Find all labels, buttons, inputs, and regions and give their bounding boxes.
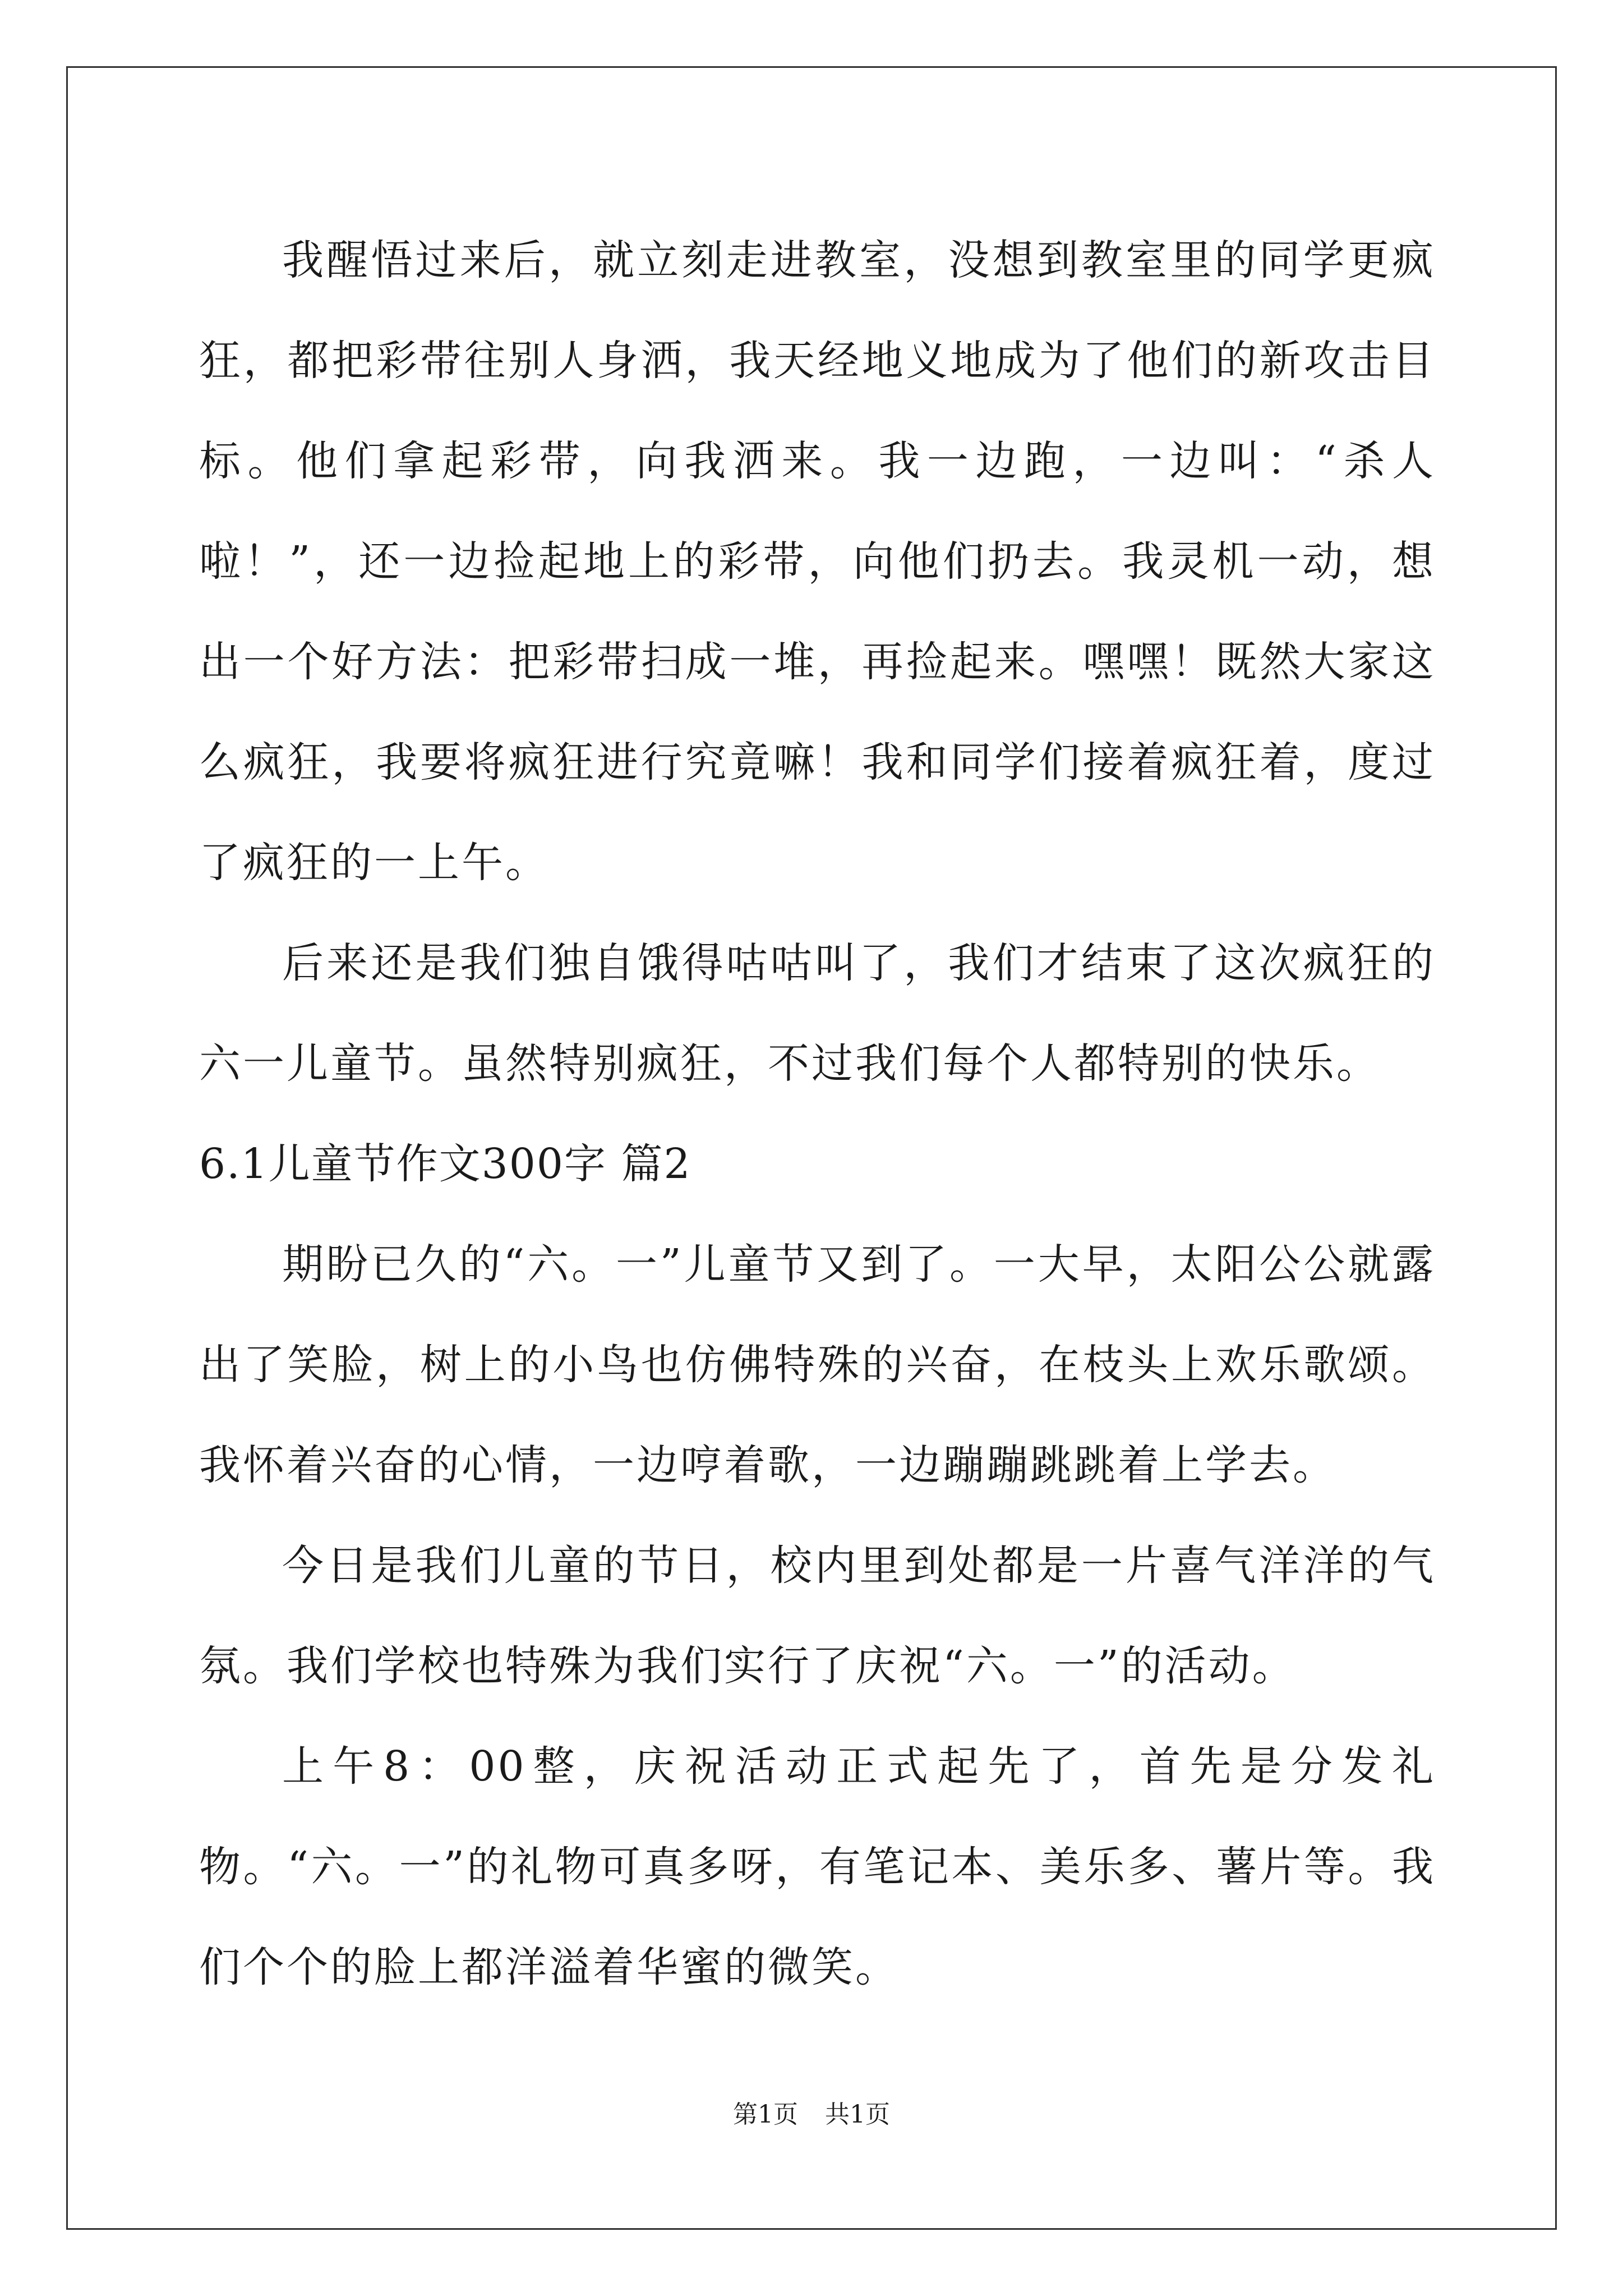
paragraph-4: 今日是我们儿童的节日，校内里到处都是一片喜气洋洋的气氛。我们学校也特殊为我们实行了庆祝“六。一”的活动。 — [199, 1542, 1436, 1690]
page-footer — [0, 2098, 1623, 2132]
page-total: 共1页 — [825, 2100, 890, 2129]
section-heading: 6.1儿童节作文300字 篇2 — [199, 1140, 691, 1188]
paragraph-2: 后来还是我们独自饿得咕咕叫了，我们才结束了这次疯狂的六一儿童节。虽然特别疯狂，不过我们每个人都特别的快乐。 — [199, 939, 1436, 1088]
paragraph-3: 期盼已久的“六。一”儿童节又到了。一大早，太阳公公就露出了笑脸，树上的小鸟也仿佛特殊的兴奋，在枝头上欢乐歌颂。我怀着兴奋的心情，一边哼着歌，一边蹦蹦跳跳着上学去。 — [199, 1240, 1436, 1489]
paragraph-1: 我醒悟过来后，就立刻走进教室，没想到教室里的同学更疯狂，都把彩带往别人身洒，我天经地义地成为了他们的新攻击目标。他们拿起彩带，向我洒来。我一边跑，一边叫：“杀人啦！”，还一边捡起地上的彩带，向他们扔去。我灵机一动，想出一个好方法：把彩带扫成一堆，再捡起来。嘿嘿！既然大家这么疯狂，我要将疯狂进行究竟嘛！我和同学们接着疯狂着，度过了疯狂的一上午。 — [199, 236, 1436, 887]
paragraph-5: 上午8：00整，庆祝活动正式起先了，首先是分发礼物。“六。一”的礼物可真多呀，有笔记本、美乐多、薯片等。我们个个的脸上都洋溢着华蜜的微笑。 — [199, 1742, 1436, 1991]
page-number: 第1页 — [733, 2100, 798, 2129]
document-body — [199, 210, 1436, 2018]
